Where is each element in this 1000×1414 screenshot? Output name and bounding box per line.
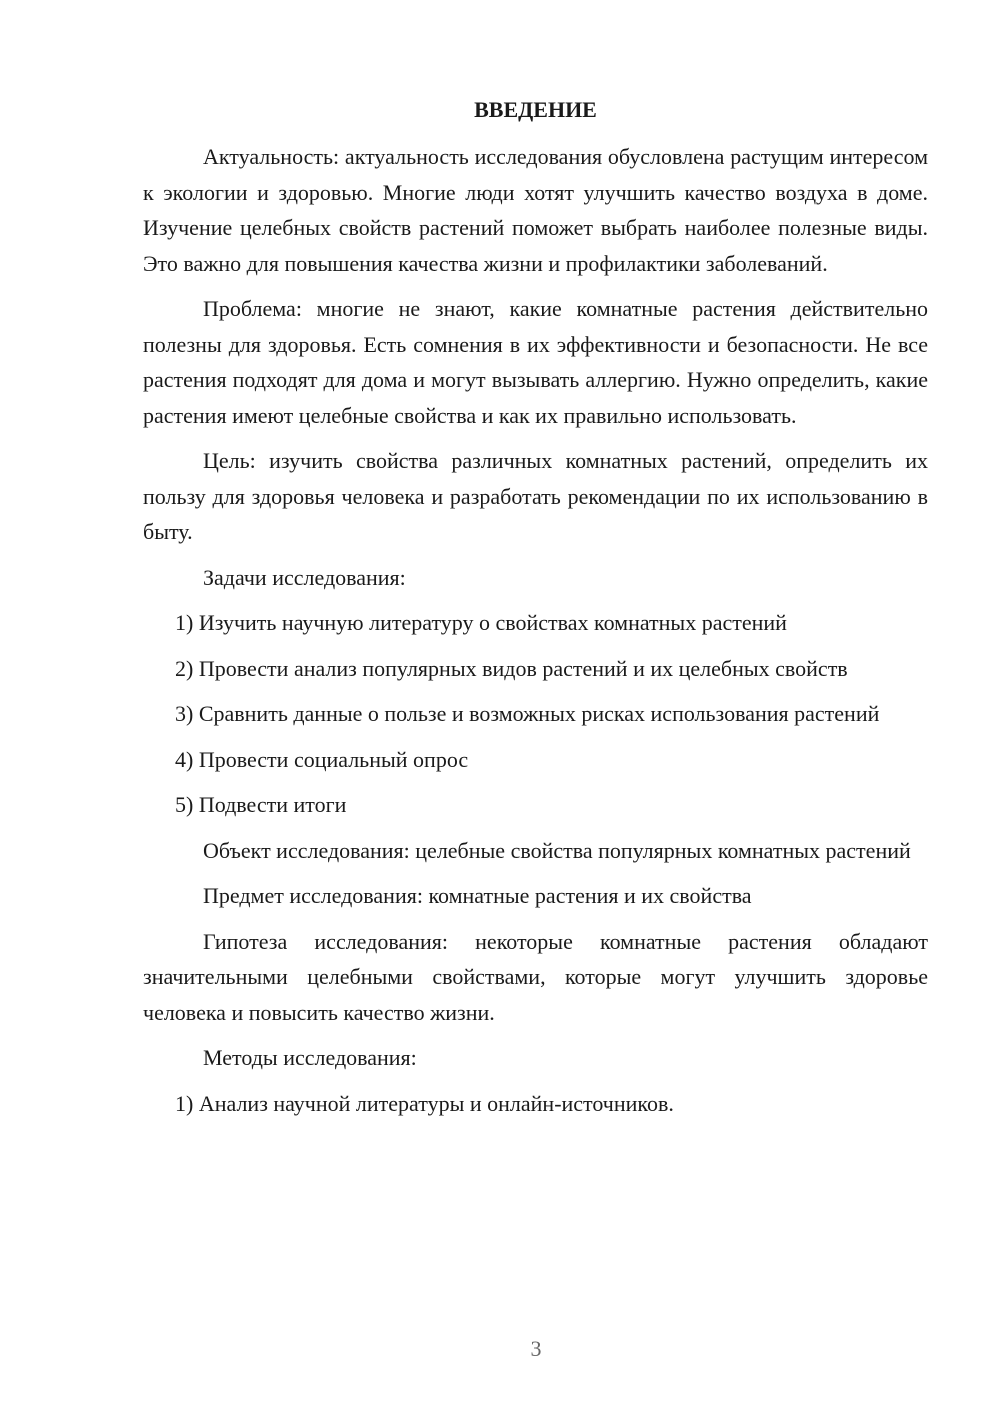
task-item: 4) Провести социальный опрос — [175, 746, 469, 772]
method-item: 1) Анализ научной литературы и онлайн-источников. — [175, 1090, 674, 1116]
task-item: 3) Сравнить данные о пользе и возможных рисках использования растений — [175, 701, 880, 726]
methods-heading: Методы исследования: — [203, 1045, 417, 1070]
subject-paragraph: Предмет исследования: комнатные растения и их свойства — [203, 883, 752, 908]
relevance-paragraph: Актуальность: актуальность исследования обусловлена растущим интересом к экологии и здоровью. Многие люди хотят улучшить качество воздуха в доме. Изучение целебных свойств растений поможет выбрать наиболее полезные виды. Это важно для повышения качества жизни и профилактики заболеваний. — [143, 144, 928, 276]
problem-paragraph: Проблема: многие не знают, какие комнатные растения действительно полезны для здоровья. Есть сомнения в их эффективности и безопасности. Не все растения подходят для дома и могут вызывать аллергию. Нужно определить, какие растения имеют целебные свойства и как их правильно использовать. — [143, 296, 928, 428]
task-item: 5) Подвести итоги — [175, 792, 347, 817]
section-title: ВВЕДЕНИЕ — [474, 97, 597, 122]
task-item: 2) Провести анализ популярных видов растений и их целебных свойств — [175, 655, 848, 681]
object-paragraph: Объект исследования: целебные свойства популярных комнатных растений — [203, 837, 911, 863]
document-body — [143, 92, 928, 1131]
tasks-heading: Задачи исследования: — [203, 564, 406, 590]
page-number: 3 — [530, 1336, 542, 1361]
goal-paragraph: Цель: изучить свойства различных комнатных растений, определить их пользу для здоровья человека и разработать рекомендации по их использованию в быту. — [143, 448, 928, 544]
task-item: 1) Изучить научную литературу о свойствах комнатных растений — [175, 610, 787, 635]
hypothesis-paragraph: Гипотеза исследования: некоторые комнатные растения обладают значительными целебными свойствами, которые могут улучшить здоровье человека и повысить качество жизни. — [143, 928, 928, 1025]
